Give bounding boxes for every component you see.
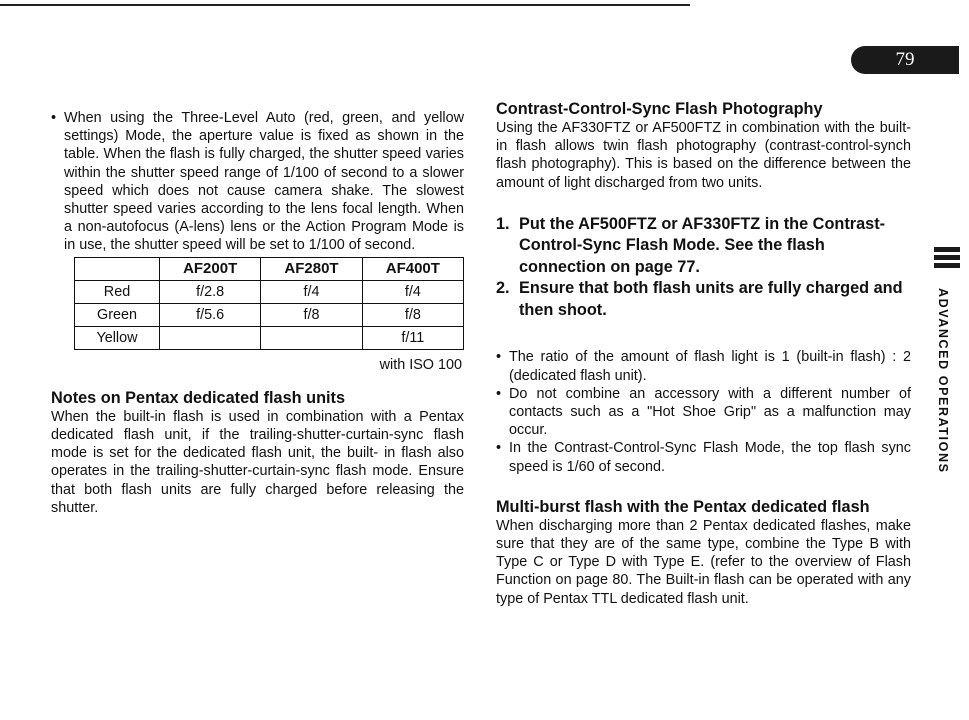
table-cell: f/8 [362, 303, 463, 326]
left-column [51, 109, 464, 517]
table-cell: f/2.8 [160, 280, 261, 303]
table-row-label: Red [75, 280, 160, 303]
step-item [496, 214, 911, 279]
table-cell: f/4 [261, 280, 362, 303]
step-number: 2. [496, 279, 510, 298]
table-cell: f/4 [362, 280, 463, 303]
table-header-cell: AF200T [160, 257, 261, 280]
step-text: Ensure that both flash units are fully charged and then shoot. [519, 279, 903, 319]
table-header-cell: AF400T [362, 257, 463, 280]
aperture-table [74, 257, 464, 350]
list-item: • Do not combine an accessory with a different number of contacts such as a "Hot Shoe Grip" as a malfunction may occur. [496, 385, 911, 440]
table-header-cell [75, 257, 160, 280]
step-text: Put the AF500FTZ or AF330FTZ in the Contrast-Control-Sync Flash Mode. See the flash connection on page 77. [519, 214, 886, 276]
section-marker-icon [934, 247, 960, 271]
table-cell [160, 326, 261, 349]
notes-body: When the built-in flash is used in combination with a Pentax dedicated flash unit, if the trailing-shutter-curtain-sync flash mode is set for the dedicated flash unit, the built- in flash also operates in the trailing-shutter-curtain-sync flash mode. Ensure that both flash units are fully charged before releasing the shutter. [51, 408, 464, 516]
contrast-heading: Contrast-Control-Sync Flash Photography [496, 100, 823, 118]
right-column [496, 100, 911, 608]
table-header-cell: AF280T [261, 257, 362, 280]
notes-heading: Notes on Pentax dedicated flash units [51, 388, 346, 407]
list-item: • The ratio of the amount of flash light is 1 (built-in flash) : 2 (dedicated flash unit). [496, 348, 911, 384]
table-cell [261, 326, 362, 349]
table-cell: f/5.6 [160, 303, 261, 326]
multiburst-heading: Multi-burst flash with the Pentax dedicated flash [496, 497, 870, 516]
steps-list [496, 214, 911, 322]
list-item: • In the Contrast-Control-Sync Flash Mode, the top flash sync speed is 1/60 of second. [496, 439, 911, 475]
step-number: 1. [496, 214, 510, 233]
table-row [75, 326, 464, 349]
step-item [496, 278, 911, 321]
table-row [75, 280, 464, 303]
contrast-body: Using the AF330FTZ or AF500FTZ in combination with the built-in flash allows twin flash photography (contrast-control-synch flash photography). This is based on the difference between the amount of light discharged from two units. [496, 120, 911, 191]
table-cell: f/11 [362, 326, 463, 349]
table-row [75, 303, 464, 326]
notes-bullets [496, 348, 911, 475]
table-note: with ISO 100 [379, 356, 462, 373]
multiburst-body: When discharging more than 2 Pentax dedicated flashes, make sure that they are of the same type, combine the Type B with Type C or Type D with Type E. (refer to the overview of Flash Function on page 80. The Built-in flash can be operated with any type of Pentax TTL dedicated flash unit. [496, 517, 911, 607]
top-rule [0, 4, 690, 6]
intro-bullet: • When using the Three-Level Auto (red, green, and yellow settings) Mode, the aperture value is fixed as shown in the table. When the flash is fully charged, the shutter speed varies within the shutter speed range of 1/100 of second to a slower speed which does not cause camera shake. The slowest shutter speed varies according to the lens focal length. When a non-autofocus (A-lens) lens or the Action Program Mode is in use, the shutter speed will be set to 1/100 of second. [51, 109, 464, 255]
page-number-tab: 79 [851, 46, 959, 74]
table-row-label: Yellow [75, 326, 160, 349]
table-cell: f/8 [261, 303, 362, 326]
section-label: ADVANCED OPERATIONS [936, 288, 950, 474]
table-row-label: Green [75, 303, 160, 326]
table-header-row [75, 257, 464, 280]
